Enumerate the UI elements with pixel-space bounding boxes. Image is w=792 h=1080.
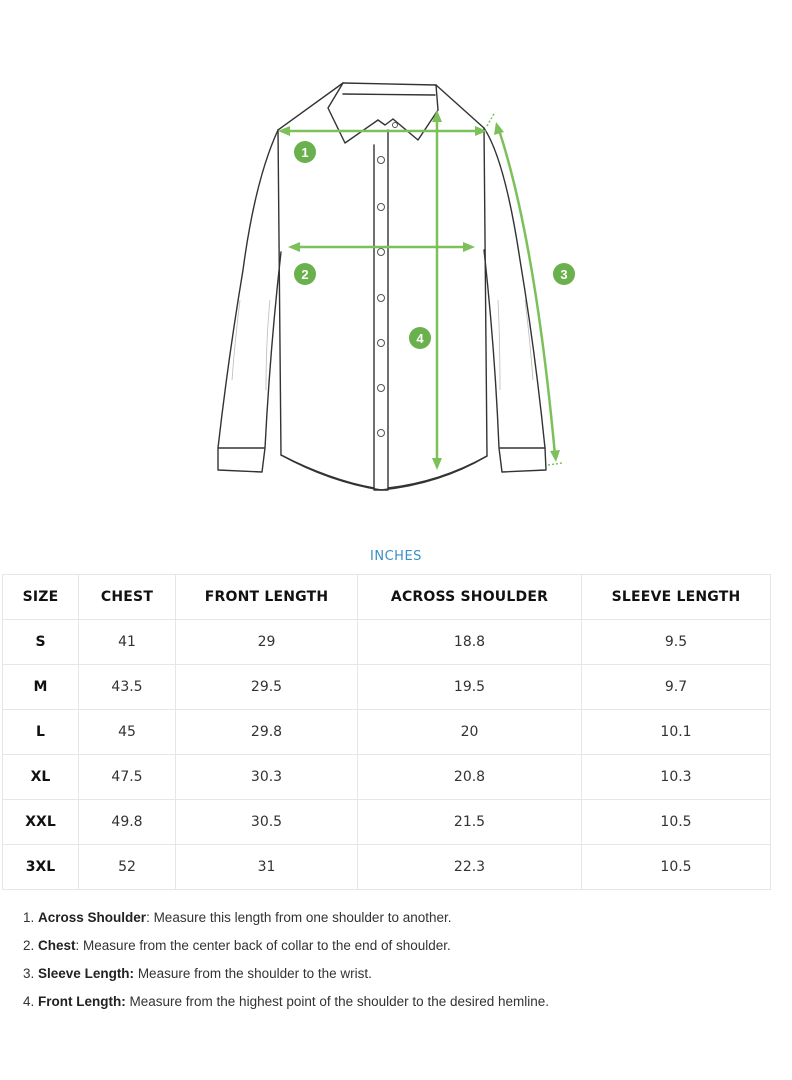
table-row bbox=[3, 845, 771, 890]
table-row bbox=[3, 665, 771, 710]
table-row bbox=[3, 800, 771, 845]
note-number: 3. bbox=[23, 966, 35, 981]
front-length-cell: 29.5 bbox=[176, 665, 358, 710]
front-length-cell: 29.8 bbox=[176, 710, 358, 755]
note-term: Front Length: bbox=[38, 994, 126, 1009]
sleeve-length-cell: 10.3 bbox=[582, 755, 771, 800]
unit-caption: INCHES bbox=[370, 549, 422, 564]
header-size: SIZE bbox=[3, 575, 79, 620]
sleeve-length-arrow bbox=[499, 130, 555, 455]
size-cell: L bbox=[3, 710, 79, 755]
note-number: 4. bbox=[23, 994, 35, 1009]
note-number: 1. bbox=[23, 910, 35, 925]
measurement-notes bbox=[23, 906, 763, 1018]
note-text: Measure from the highest point of the shoulder to the desired hemline. bbox=[125, 994, 550, 1009]
marker-3-badge bbox=[553, 263, 575, 285]
sleeve-length-cell: 10.5 bbox=[582, 845, 771, 890]
header-front-length: FRONT LENGTH bbox=[176, 575, 358, 620]
size-cell: 3XL bbox=[3, 845, 79, 890]
across-shoulder-cell: 20.8 bbox=[358, 755, 582, 800]
sleeve-length-cell: 9.5 bbox=[582, 620, 771, 665]
marker-2-label: 2 bbox=[301, 267, 309, 282]
header-across-shoulder: ACROSS SHOULDER bbox=[358, 575, 582, 620]
marker-4-badge bbox=[409, 327, 431, 349]
chest-cell: 41 bbox=[79, 620, 176, 665]
across-shoulder-cell: 22.3 bbox=[358, 845, 582, 890]
across-shoulder-cell: 19.5 bbox=[358, 665, 582, 710]
note-text: Measure from the shoulder to the wrist. bbox=[134, 966, 372, 981]
size-chart-table bbox=[2, 574, 771, 890]
size-cell: XXL bbox=[3, 800, 79, 845]
note-term: Chest bbox=[38, 938, 76, 953]
marker-1-label: 1 bbox=[301, 145, 309, 160]
note-item bbox=[23, 906, 763, 934]
table-row bbox=[3, 620, 771, 665]
front-length-cell: 31 bbox=[176, 845, 358, 890]
table-row bbox=[3, 710, 771, 755]
note-number: 2. bbox=[23, 938, 35, 953]
chest-cell: 43.5 bbox=[79, 665, 176, 710]
across-shoulder-cell: 18.8 bbox=[358, 620, 582, 665]
marker-3-label: 3 bbox=[560, 267, 568, 282]
size-cell: S bbox=[3, 620, 79, 665]
note-term: Across Shoulder bbox=[38, 910, 147, 925]
chest-cell: 49.8 bbox=[79, 800, 176, 845]
measure-arrows bbox=[278, 110, 560, 470]
table-header-row bbox=[3, 575, 771, 620]
chest-cell: 52 bbox=[79, 845, 176, 890]
note-text: : Measure from the center back of collar to the end of shoulder. bbox=[75, 938, 451, 953]
front-length-cell: 29 bbox=[176, 620, 358, 665]
front-length-cell: 30.3 bbox=[176, 755, 358, 800]
note-text: : Measure this length from one shoulder to another. bbox=[146, 910, 452, 925]
sleeve-length-cell: 10.5 bbox=[582, 800, 771, 845]
header-chest: CHEST bbox=[79, 575, 176, 620]
chest-cell: 47.5 bbox=[79, 755, 176, 800]
marker-4-label: 4 bbox=[416, 331, 424, 346]
table-row bbox=[3, 755, 771, 800]
size-cell: M bbox=[3, 665, 79, 710]
across-shoulder-cell: 21.5 bbox=[358, 800, 582, 845]
note-item bbox=[23, 962, 763, 990]
sleeve-length-cell: 10.1 bbox=[582, 710, 771, 755]
shirt-outline bbox=[218, 83, 546, 490]
note-item bbox=[23, 934, 763, 962]
chest-cell: 45 bbox=[79, 710, 176, 755]
header-sleeve-length: SLEEVE LENGTH bbox=[582, 575, 771, 620]
marker-1-badge bbox=[294, 141, 316, 163]
size-cell: XL bbox=[3, 755, 79, 800]
note-item bbox=[23, 990, 763, 1018]
marker-2-badge bbox=[294, 263, 316, 285]
sleeve-length-cell: 9.7 bbox=[582, 665, 771, 710]
note-term: Sleeve Length: bbox=[38, 966, 135, 981]
across-shoulder-cell: 20 bbox=[358, 710, 582, 755]
front-length-cell: 30.5 bbox=[176, 800, 358, 845]
